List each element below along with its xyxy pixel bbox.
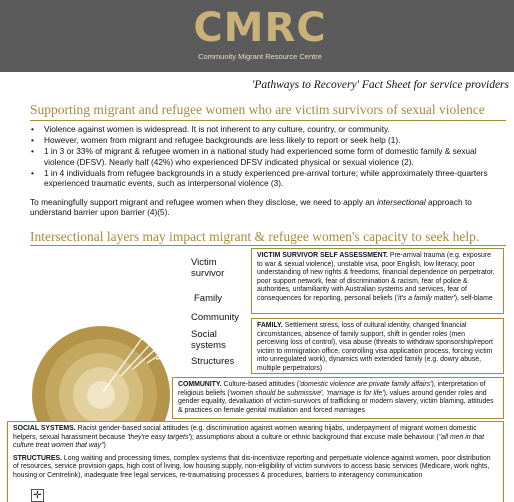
logo-subtitle: Community Migrant Resource Centre (198, 52, 322, 61)
section-divider (30, 120, 506, 121)
section-title-supporting: Supporting migrant and refugee women who are victim survivors of sexual violence (30, 102, 485, 117)
label-community: Community (191, 312, 240, 323)
fact-sheet-title: 'Pathways to Recovery' Fact Sheet for service providers (251, 79, 509, 91)
victim-survivor-box: VICTIM SURVIVOR SELF ASSESSMENT. Pre-arrival trauma (e.g. exposure to war & sexual violence), unstable visa, poor English, low literacy, poor understanding of new rights & freedoms, financial dependence on perpetrator, poor support network, fear of discrimination & racism, fear of police & authorities, unfamiliarity with Australian systems and services, fear of consequences for reporting, personal beliefs ('it's a family matter'), self-blame (251, 248, 504, 314)
move-icon[interactable]: ✛ (31, 489, 44, 502)
box-heading: COMMUNITY. (178, 381, 222, 388)
social-structures-box (7, 421, 504, 502)
social-systems-paragraph: SOCIAL SYSTEMS. Racist gender-based social attitudes (e.g. discrimination against women wearing hijabs, underpayment of migrant women domestic helpers, sexual harassment because 'they're easy targets'); assumptions about a culture or ethnic background that excuse male behaviour ("all men in that culture treat women that way") (13, 425, 485, 450)
box-heading: STRUCTURES. (13, 454, 63, 462)
intro-emphasis: intersectional (376, 197, 426, 207)
label-structures: Structures (191, 356, 235, 367)
statistics-list (30, 124, 506, 189)
community-box: COMMUNITY. Culture-based attitudes ('domestic violence are private family affairs'), interpretation of religious beliefs ('women should be submissive', 'marriage is for life'), values around gender roles and gender equality, devaluation of victim-survivors of trafficking or modern slavery, victim blaming, attitudes & practices on female genital mutilation and forced marriages (172, 377, 504, 419)
label-family: Family (194, 293, 222, 304)
label-social-systems: Social systems (191, 329, 226, 351)
section-divider (30, 245, 506, 246)
list-item: • However, women from migrant and refugee backgrounds are less likely to report or seek help (1). (30, 135, 506, 145)
list-item: • 1 in 4 individuals from refugee backgrounds in a study experienced pre-arrival torture; while approximately three-quarters experienced traumatic events, such as interpersonal violence (3). (30, 168, 506, 188)
box-heading: VICTIM SURVIVOR SELF ASSESSMENT. (257, 252, 388, 259)
logo-text: CMRC (193, 5, 327, 51)
box-heading: SOCIAL SYSTEMS. (13, 425, 76, 432)
structures-paragraph: STRUCTURES. Long waiting and processing times, complex systems that dis-incentivize reporting and perpetuate violence against women, poor distribution of resources, service provision gaps, high cost of living, low housing supply, non-eligibility of victim survivors to access basic services (Medicare, work rights, housing or Centrelink), inadequate free legal services, re-traumatising processes & procedures, barriers to interagency communication (13, 454, 491, 479)
list-item: • 1 in 3 or 33% of migrant & refugee women in a national study had experienced some form of domestic family & sexual violence (DFSV). Nearly half (42%) who experienced DFSV indicated physical or sexual violence (2). (30, 146, 506, 166)
header-banner (0, 0, 514, 72)
label-victim-survivor: Victim survivor (191, 257, 225, 279)
list-item: • Violence against women is widespread. It is not inherent to any culture, country, or community. (30, 124, 506, 134)
intro-paragraph (30, 197, 506, 217)
victim-survivor-core (87, 381, 115, 409)
section-title-intersectional: Intersectional layers may impact migrant & refugee women's capacity to seek help. (30, 229, 480, 244)
box-heading: FAMILY. (257, 322, 283, 329)
intro-text: To meaningfully support migrant and refugee women when they disclose, we need to apply an (30, 197, 377, 207)
intro-text-end: approach to understand barrier upon barrier (4)(5). (30, 197, 472, 218)
cmrc-logo (190, 6, 330, 68)
family-box: FAMILY. Settlement stress, loss of cultural identity, changed financial circumstances, absence of family support, shift in gender roles (men perceiving loss of control), visa abuse (threats to withdraw sponsorship/report victim to immigration office, controlling visa application process, forcing victim into unregulated work), dynamics with extended family (e.g. dowry abuse, multiple perpetrators) (251, 318, 504, 374)
